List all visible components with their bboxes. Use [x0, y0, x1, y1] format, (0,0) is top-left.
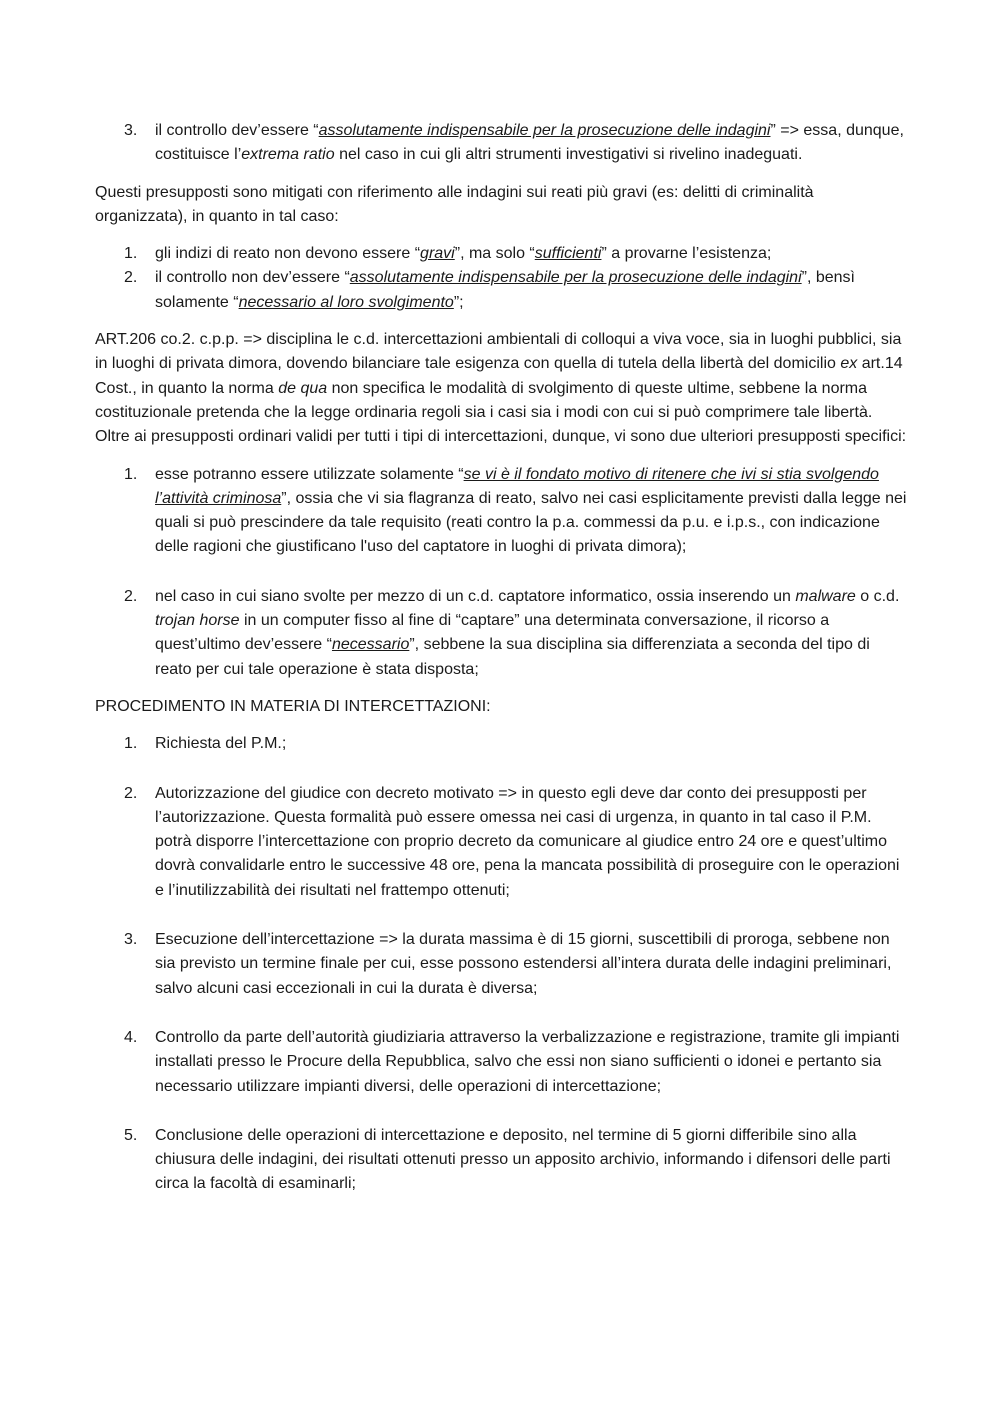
procedure-step — [95, 1026, 910, 1099]
list-item — [95, 266, 910, 315]
paragraph-text: art.14 Cost., in quanto la norma — [95, 355, 903, 397]
quoted-phrase: necessario — [331, 636, 410, 654]
list-item — [95, 463, 910, 560]
list-number: 1. — [124, 465, 138, 483]
document-page — [95, 119, 910, 1197]
list-text: nel caso in cui siano svolte per mezzo di un c.d. captatore informatico, ossia inserendo un — [155, 587, 796, 605]
step-number: 3. — [124, 931, 138, 949]
list-text: il controllo dev’essere “ — [155, 122, 319, 139]
procedure-step — [95, 1124, 910, 1197]
list-text: ”, ossia che vi sia flagranza di reato, salvo nei casi esplicitamente previsti dalla legge nei quali si può prescindere da tale requisito (reati contro la p.a. commessi da p.u. e i.p.s., con indicazione delle ragioni che giustificano l'uso del captatore in luoghi di privata dimora); — [155, 489, 907, 556]
italic-term: extrema ratio — [241, 146, 335, 164]
step-text: Controllo da parte dell’autorità giudiziaria attraverso la verbalizzazione e registrazione, tramite gli impianti installati presso le Procure della Repubblica, salvo che essi non siano sufficienti o idonei e pertanto sia necessario utilizzare impianti diversi, delle operazioni di intercettazione; — [155, 1028, 900, 1095]
procedure-step — [95, 928, 910, 1001]
step-number: 1. — [124, 735, 138, 753]
list-text: ” => essa, dunque, costituisce l’ — [155, 122, 904, 164]
paragraph-text: ART.206 co.2. c.p.p. => disciplina le c.d. intercettazioni ambientali di colloqui a viva voce, sia in luoghi pubblici, sia in luoghi di privata dimora, dovendo bilanciare tale esigenza con quella di tutela della libertà del domicilio — [95, 331, 902, 373]
procedure-step — [95, 782, 910, 903]
italic-term: ex — [840, 355, 858, 373]
step-number: 2. — [124, 784, 138, 802]
section-heading: PROCEDIMENTO IN MATERIA DI INTERCETTAZIONI: — [95, 697, 491, 715]
step-text: Esecuzione dell’intercettazione => la durata massima è di 15 giorni, suscettibili di proroga, sebbene non sia previsto un termine finale per cui, esse possono estendersi all’intera durata delle indagini preliminari, salvo alcuni casi eccezionali in cui la durata è diversa; — [155, 931, 892, 997]
list-number: 2. — [124, 269, 138, 287]
quoted-phrase: sufficienti — [534, 245, 602, 263]
procedure-step — [95, 732, 910, 756]
list-number: 2. — [124, 587, 138, 605]
list-text: gli indizi di reato non devono essere “ — [155, 245, 421, 263]
list-text: ”, ma solo “ — [454, 245, 535, 263]
italic-term: de qua — [278, 379, 328, 397]
quoted-phrase: gravi — [420, 245, 455, 263]
step-number: 4. — [124, 1028, 138, 1046]
step-number: 5. — [124, 1126, 138, 1144]
list-text: ”; — [453, 293, 464, 311]
paragraph: Questi presupposti sono mitigati con riferimento alle indagini sui reati più gravi (es: delitti di criminalità organizzata), in quanto in tal caso: — [95, 183, 814, 225]
step-text: Richiesta del P.M.; — [155, 735, 287, 753]
paragraph — [95, 328, 910, 449]
step-text: Conclusione delle operazioni di intercettazione e deposito, nel termine di 5 giorni differibile sino alla chiusura delle indagini, dei risultati ottenuti presso un apposito archivio, informando i difensori delle parti circa la facoltà di esaminarli; — [155, 1126, 891, 1193]
list-text: ”, bensì solamente “ — [155, 269, 855, 311]
quoted-phrase: assolutamente indispensabile per la prosecuzione delle indagini — [349, 269, 802, 287]
step-text: Autorizzazione del giudice con decreto motivato => in questo egli deve dar conto dei presupposti per l’autorizzazione. Questa formalità può essere omessa nei casi di urgenza, in quanto in tal caso il P.M. potrà disporre l’intercettazione con proprio decreto da comunicare al giudice entro 24 ore e quest’ultimo dovrà convalidarle entro le successive 48 ore, pena la mancata possibilità di proseguire con le operazioni e l’inutilizzabilità dei risultati nel frattempo ottenuti; — [155, 784, 900, 899]
list-text: ”, sebbene la sua disciplina sia differenziata a seconda del tipo di reato per cui tale operazione è stata disposta; — [155, 636, 870, 678]
list-item — [95, 585, 910, 682]
list-text: ” a provarne l’esistenza; — [601, 245, 772, 263]
list-number: 1. — [124, 245, 138, 263]
list-text: in un computer fisso al fine di “captare” una determinata conversazione, il ricorso a quest’ultimo dev’essere “ — [155, 612, 830, 654]
list-item — [95, 119, 910, 168]
quoted-phrase: necessario al loro svolgimento — [238, 293, 454, 311]
list-text: il controllo non dev’essere “ — [155, 269, 350, 287]
list-number: 3. — [124, 122, 138, 139]
list-text: o c.d. — [855, 587, 900, 605]
quoted-phrase: assolutamente indispensabile per la prosecuzione delle indagini — [318, 122, 771, 139]
paragraph-text: non specifica le modalità di svolgimento di queste ultime, sebbene la norma costituzionale pretenda che la legge ordinaria regoli sia i casi sia i modi con cui si può comprimere tale libertà. Oltre ai presupposti ordinari validi per tutti i tipi di intercettazioni, dunque, vi sono due ulteriori presupposti specifici: — [95, 379, 907, 446]
list-text: nel caso in cui gli altri strumenti investigativi si rivelino inadeguati. — [334, 146, 803, 164]
quoted-phrase: se vi è il fondato motivo di ritenere che ivi si stia svolgendo l’attività criminosa — [155, 465, 879, 507]
italic-term: malware — [795, 587, 856, 605]
list-text: esse potranno essere utilizzate solamente “ — [155, 465, 464, 483]
list-item — [95, 242, 910, 266]
italic-term: trojan horse — [155, 612, 240, 630]
